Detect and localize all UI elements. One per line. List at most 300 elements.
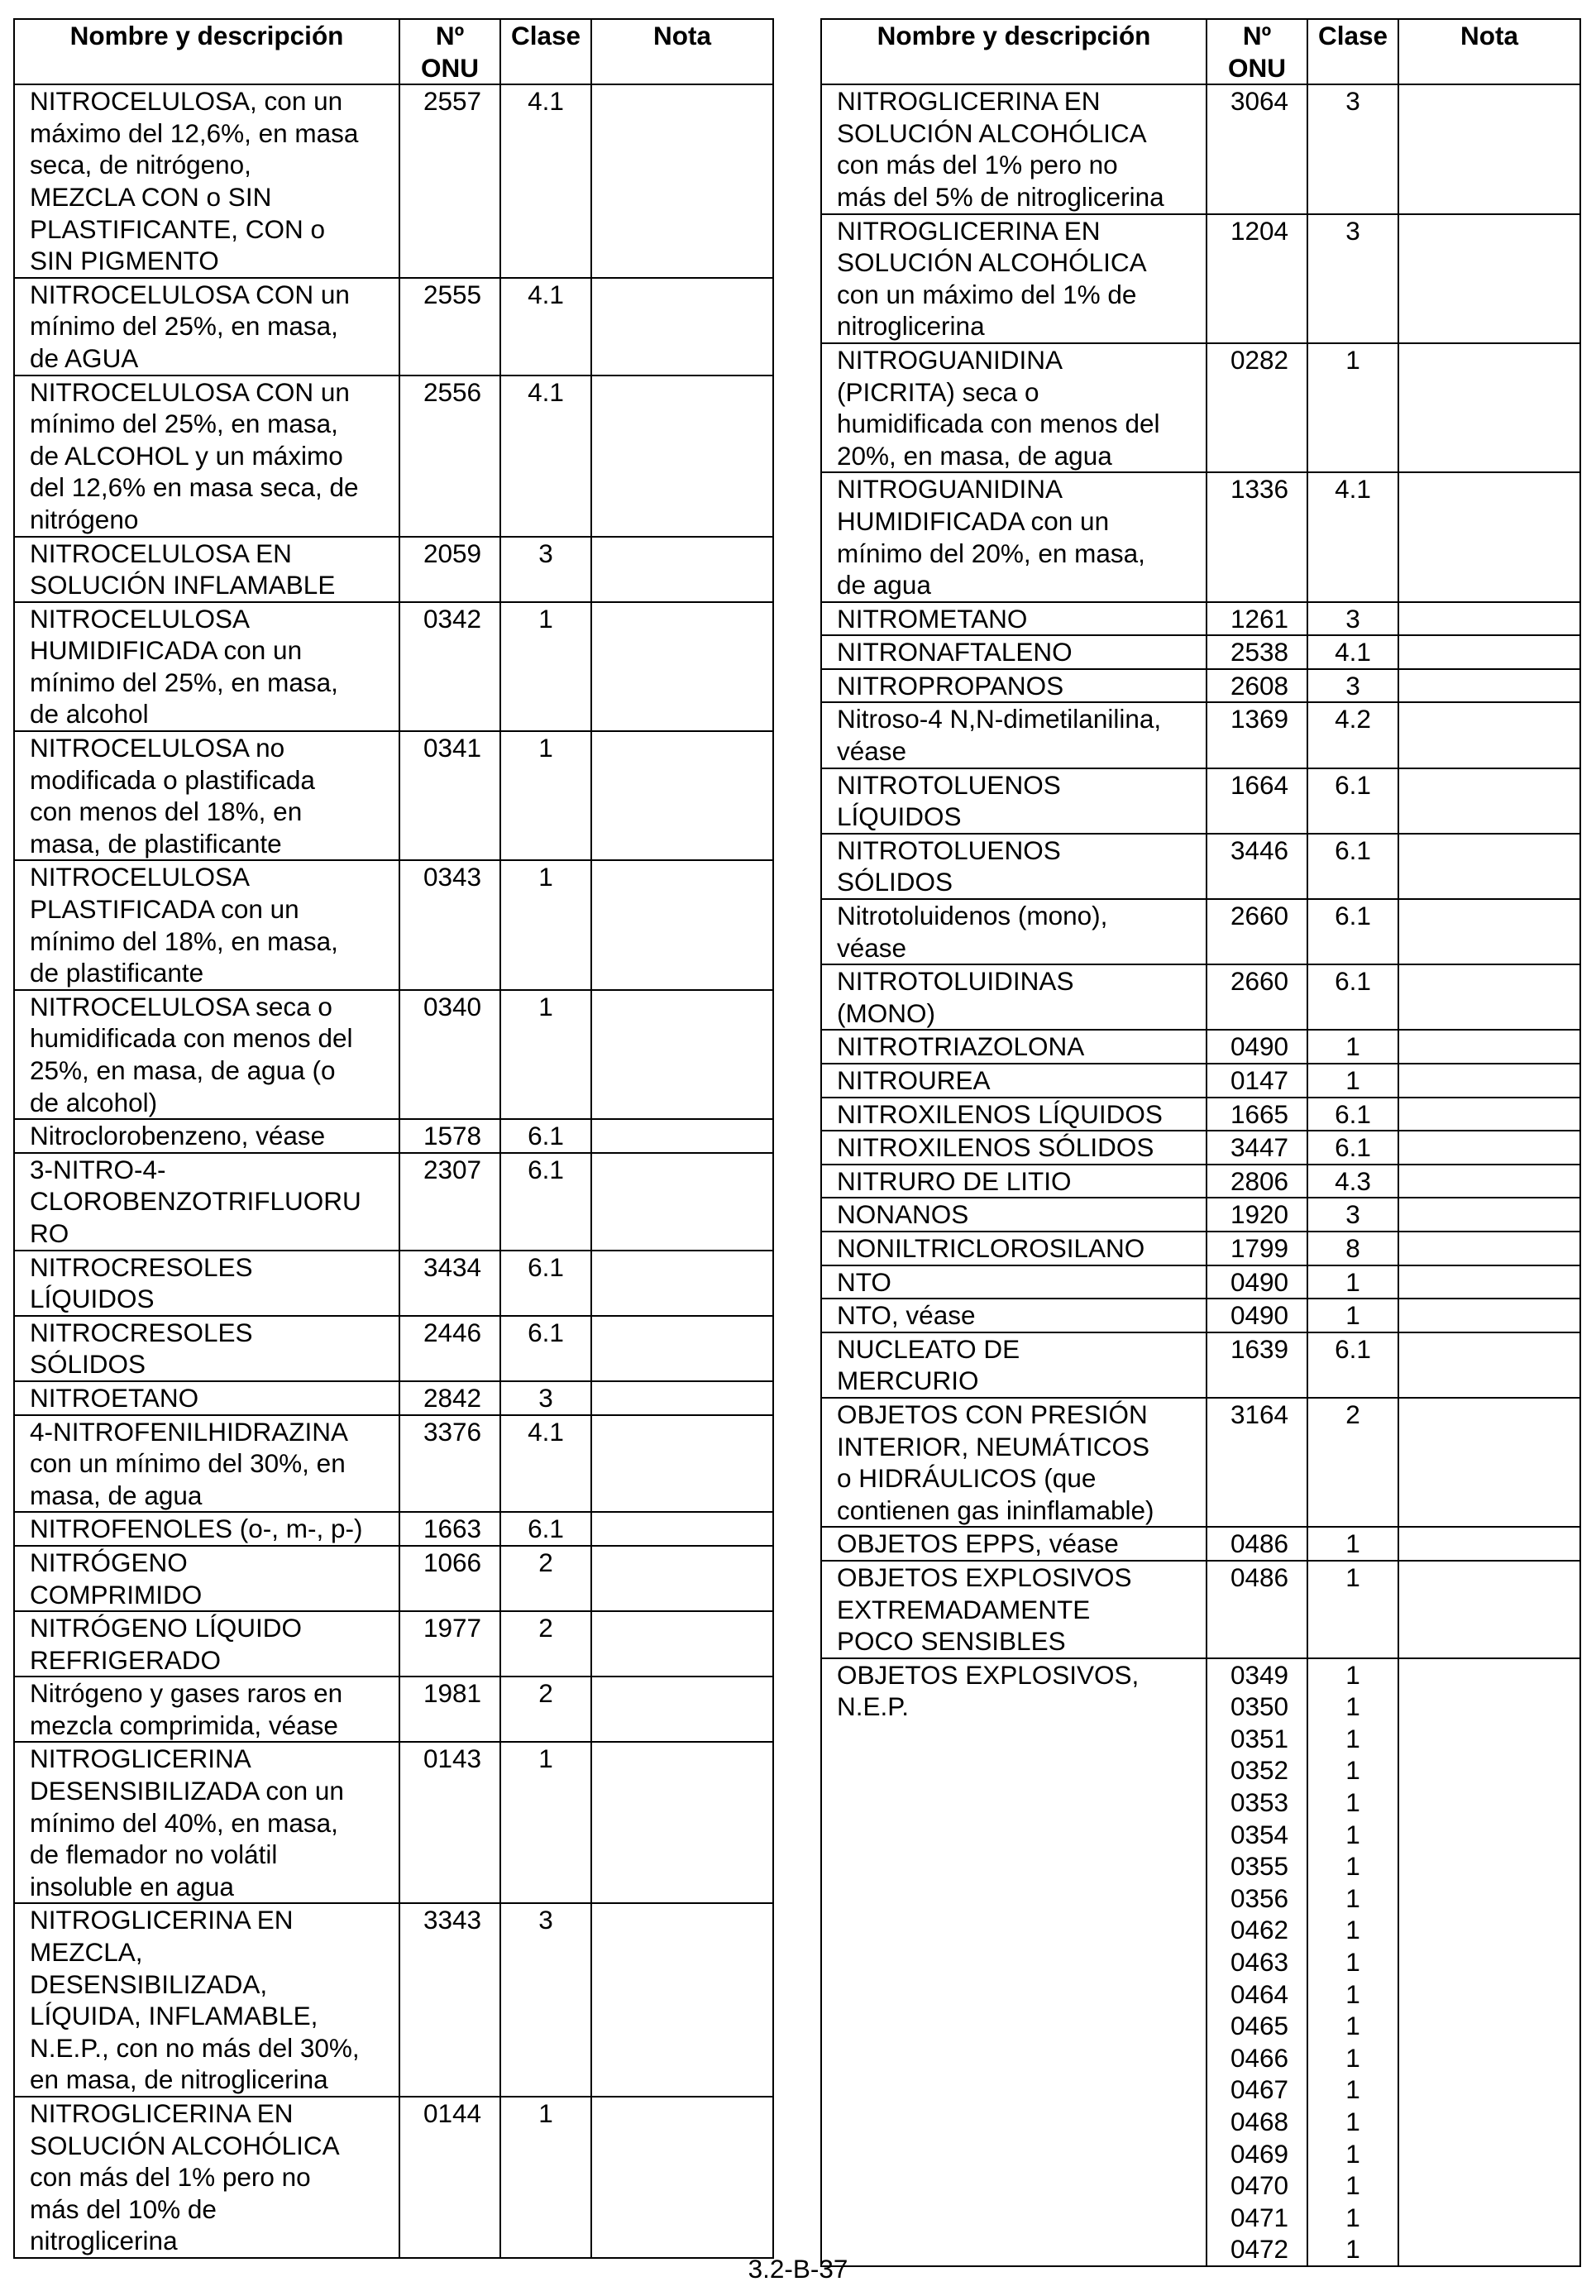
name-cell — [821, 214, 1207, 343]
name-line: LÍQUIDA, INFLAMABLE, — [30, 2001, 318, 2031]
note-cell — [1398, 1265, 1580, 1299]
note-cell — [591, 1119, 773, 1153]
class-line: 3 — [1345, 670, 1360, 701]
name-line: PLASTIFICADA con un — [30, 894, 299, 925]
table-row — [14, 1742, 773, 1903]
un-number-line: 0354 — [1230, 1819, 1289, 1849]
un-number-cell — [399, 860, 500, 989]
un-number-line: 2660 — [1230, 966, 1289, 997]
note-cell — [591, 375, 773, 537]
un-number-line: 1639 — [1230, 1333, 1289, 1364]
un-number-cell — [1207, 834, 1307, 899]
name-line: LÍQUIDOS — [30, 1284, 155, 1314]
class-line: 2 — [1345, 1399, 1360, 1429]
un-number-line: 1665 — [1230, 1098, 1289, 1129]
class-line: 3 — [538, 1382, 553, 1413]
class-line: 1 — [1345, 2107, 1360, 2136]
name-cell — [821, 899, 1207, 964]
class-line: 2 — [538, 1678, 553, 1709]
name-line: SIN PIGMENTO — [30, 246, 219, 276]
dangerous-goods-table-left — [13, 18, 774, 2259]
name-line: SOLUCIÓN ALCOHÓLICA — [837, 117, 1147, 148]
table-row — [821, 1030, 1580, 1064]
class-cell — [1307, 1131, 1398, 1165]
table-row — [821, 1064, 1580, 1098]
class-cell — [1307, 1165, 1398, 1198]
un-number-cell — [399, 1611, 500, 1677]
note-cell — [1398, 702, 1580, 768]
table-row — [14, 1546, 773, 1611]
table-row — [821, 1131, 1580, 1165]
un-number-line: 2446 — [423, 1317, 482, 1347]
name-line: OBJETOS CON PRESIÓN — [837, 1399, 1148, 1429]
name-line: de plastificante — [30, 958, 204, 988]
note-cell — [1398, 899, 1580, 964]
name-cell — [821, 1232, 1207, 1265]
name-line: 25%, en masa, de agua (o — [30, 1055, 336, 1085]
note-cell — [1398, 1299, 1580, 1332]
name-line: modificada o plastificada — [30, 764, 315, 795]
name-line: mínimo del 20%, en masa, — [837, 538, 1145, 568]
name-line: seca, de nitrógeno, — [30, 150, 251, 180]
un-number-cell — [1207, 669, 1307, 703]
class-line: 4.1 — [528, 279, 564, 309]
class-line: 3 — [1345, 86, 1360, 117]
un-number-line: 0467 — [1230, 2074, 1289, 2105]
un-number-cell — [1207, 1030, 1307, 1064]
name-line: (PICRITA) seca o — [837, 376, 1039, 407]
note-cell — [591, 2097, 773, 2258]
name-line: con un máximo del 1% de — [837, 279, 1137, 309]
class-line: 1 — [1345, 2011, 1360, 2041]
name-cell — [14, 1153, 399, 1251]
note-cell — [1398, 1527, 1580, 1561]
note-cell — [591, 1903, 773, 2097]
un-number-line: 1920 — [1230, 1199, 1289, 1230]
name-cell — [821, 1064, 1207, 1098]
un-number-cell — [1207, 768, 1307, 834]
name-line: con un mínimo del 30%, en — [30, 1448, 346, 1479]
name-line: humidificada con menos del — [837, 409, 1160, 439]
note-cell — [591, 990, 773, 1119]
name-line: mínimo del 18%, en masa, — [30, 926, 338, 956]
name-line: NITROXILENOS LÍQUIDOS — [837, 1098, 1163, 1129]
un-number-cell — [1207, 1658, 1307, 2266]
table-row — [821, 964, 1580, 1030]
un-number-line: 2806 — [1230, 1165, 1289, 1196]
un-number-line: 3064 — [1230, 86, 1289, 117]
table-row — [14, 84, 773, 278]
class-line: 1 — [1345, 2202, 1360, 2232]
class-cell — [500, 1119, 591, 1153]
un-number-cell — [1207, 1299, 1307, 1332]
un-number-line: 3446 — [1230, 835, 1289, 865]
class-line: 6.1 — [528, 1154, 564, 1184]
un-number-line: 2660 — [1230, 901, 1289, 931]
note-cell — [1398, 1232, 1580, 1265]
class-cell — [1307, 1527, 1398, 1561]
class-line: 1 — [1345, 1031, 1360, 1062]
class-cell — [1307, 899, 1398, 964]
name-cell — [14, 1381, 399, 1415]
name-line: 4-NITROFENILHIDRAZINA — [30, 1416, 349, 1447]
name-line: SÓLIDOS — [30, 1349, 146, 1380]
name-line: NITROFENOLES (o-, m-, p-) — [30, 1514, 363, 1544]
name-cell — [14, 1512, 399, 1546]
un-number-line: 1664 — [1230, 769, 1289, 800]
name-line: humidificada con menos del — [30, 1023, 353, 1054]
name-line: de ALCOHOL y un máximo — [30, 440, 343, 471]
name-cell — [821, 343, 1207, 472]
note-cell — [1398, 1658, 1580, 2266]
name-line: NITROCELULOSA — [30, 862, 251, 892]
name-line: mínimo del 25%, en masa, — [30, 409, 338, 439]
un-number-cell — [399, 1153, 500, 1251]
un-number-line: 0486 — [1230, 1528, 1289, 1559]
un-number-line: 0147 — [1230, 1065, 1289, 1095]
class-cell — [1307, 1299, 1398, 1332]
un-number-line: 1336 — [1230, 474, 1289, 505]
class-line: 6.1 — [1335, 835, 1371, 865]
header-note: Nota — [1398, 19, 1580, 84]
un-number-cell — [1207, 1398, 1307, 1527]
un-number-cell — [399, 2097, 500, 2258]
name-line: NITROMETANO — [837, 603, 1028, 634]
class-line: 1 — [538, 862, 553, 892]
un-number-line: 3164 — [1230, 1399, 1289, 1429]
name-line: NITROETANO — [30, 1382, 199, 1413]
name-cell — [821, 964, 1207, 1030]
name-cell — [821, 1030, 1207, 1064]
name-cell — [821, 1332, 1207, 1398]
name-cell — [14, 1677, 399, 1742]
note-cell — [591, 537, 773, 602]
name-cell — [821, 669, 1207, 703]
class-line: 2 — [538, 1613, 553, 1643]
table-row — [821, 1658, 1580, 2266]
un-number-line: 1369 — [1230, 704, 1289, 734]
un-number-cell — [399, 1546, 500, 1611]
class-line: 1 — [1345, 1787, 1360, 1818]
table-row — [14, 990, 773, 1119]
class-cell — [1307, 635, 1398, 669]
un-number-line: 0144 — [423, 2098, 482, 2128]
name-cell — [14, 375, 399, 537]
name-line: nitroglicerina — [30, 2226, 178, 2256]
name-cell — [14, 1251, 399, 1316]
name-line: NITROGLICERINA — [30, 1744, 251, 1774]
un-number-line: 0349 — [1230, 1659, 1289, 1690]
un-number-line: 2059 — [423, 538, 482, 568]
class-line: 1 — [1345, 1266, 1360, 1297]
name-line: OBJETOS EPPS, véase — [837, 1528, 1119, 1559]
name-line: NITROXILENOS SÓLIDOS — [837, 1132, 1154, 1163]
name-cell — [821, 1658, 1207, 2266]
dangerous-goods-table-right — [820, 18, 1581, 2267]
class-line: 1 — [538, 1744, 553, 1774]
class-line: 3 — [1345, 603, 1360, 634]
un-number-cell — [1207, 1561, 1307, 1658]
un-number-cell — [1207, 214, 1307, 343]
class-cell — [500, 1742, 591, 1903]
table-row — [821, 214, 1580, 343]
class-cell — [1307, 1098, 1398, 1131]
name-cell — [14, 1903, 399, 2097]
name-line: SOLUCIÓN INFLAMABLE — [30, 570, 336, 600]
name-cell — [821, 472, 1207, 601]
class-line: 6.1 — [1335, 966, 1371, 997]
un-number-cell — [399, 537, 500, 602]
un-number-cell — [399, 990, 500, 1119]
name-line: (MONO) — [837, 997, 935, 1028]
table-row — [14, 1251, 773, 1316]
table-row — [821, 472, 1580, 601]
un-number-line: 0471 — [1230, 2202, 1289, 2232]
name-line: NITROCELULOSA EN — [30, 538, 292, 568]
class-line: 3 — [538, 538, 553, 568]
name-cell — [821, 1299, 1207, 1332]
table-row — [14, 537, 773, 602]
class-cell — [1307, 669, 1398, 703]
name-line: véase — [837, 736, 907, 767]
name-line: del 12,6% en masa seca, de — [30, 472, 359, 503]
un-number-line: 2307 — [423, 1154, 482, 1184]
table-row — [821, 1527, 1580, 1561]
un-number-cell — [1207, 472, 1307, 601]
name-line: mínimo del 40%, en masa, — [30, 1807, 338, 1838]
class-line: 1 — [1345, 1915, 1360, 1945]
un-number-line: 3376 — [423, 1416, 482, 1447]
un-number-line: 0340 — [423, 991, 482, 1021]
un-number-cell — [1207, 1265, 1307, 1299]
class-cell — [500, 1677, 591, 1742]
name-cell — [14, 1546, 399, 1611]
name-line: NITRÓGENO — [30, 1547, 188, 1577]
class-line: 8 — [1345, 1232, 1360, 1263]
un-number-line: 2608 — [1230, 670, 1289, 701]
class-cell — [1307, 768, 1398, 834]
table-row — [14, 1316, 773, 1381]
note-cell — [1398, 84, 1580, 213]
table-row — [821, 343, 1580, 472]
name-cell — [821, 635, 1207, 669]
name-line: véase — [837, 932, 907, 963]
class-line: 4.1 — [528, 376, 564, 407]
note-cell — [1398, 1030, 1580, 1064]
un-number-line: 0143 — [423, 1744, 482, 1774]
class-cell — [1307, 1064, 1398, 1098]
name-line: Nitrotoluidenos (mono), — [837, 901, 1108, 931]
name-cell — [14, 602, 399, 731]
page-number: 3.2-B-37 — [748, 2254, 848, 2284]
un-number-line: 0342 — [423, 603, 482, 634]
table-row — [821, 1098, 1580, 1131]
name-cell — [14, 278, 399, 375]
un-number-line: 0465 — [1230, 2011, 1289, 2041]
name-cell — [14, 1611, 399, 1677]
class-cell — [1307, 1332, 1398, 1398]
name-line: contienen gas ininflamable) — [837, 1495, 1154, 1525]
un-number-line: 0470 — [1230, 2170, 1289, 2201]
name-cell — [14, 990, 399, 1119]
class-line: 1 — [1345, 1723, 1360, 1753]
un-number-cell — [1207, 635, 1307, 669]
table-row — [14, 278, 773, 375]
name-cell — [821, 602, 1207, 636]
un-number-cell — [1207, 1232, 1307, 1265]
un-number-line: 3434 — [423, 1251, 482, 1282]
header-class: Clase — [1307, 19, 1398, 84]
class-cell — [1307, 702, 1398, 768]
table-row — [821, 1198, 1580, 1232]
class-cell — [1307, 84, 1398, 213]
class-line: 1 — [1345, 1300, 1360, 1331]
un-number-cell — [399, 731, 500, 860]
un-number-line: 0469 — [1230, 2138, 1289, 2169]
table-body-right — [821, 84, 1580, 2266]
note-cell — [591, 1251, 773, 1316]
note-cell — [1398, 1064, 1580, 1098]
un-number-cell — [1207, 84, 1307, 213]
class-line: 1 — [538, 603, 553, 634]
class-cell — [500, 1381, 591, 1415]
class-cell — [500, 990, 591, 1119]
note-cell — [591, 1153, 773, 1251]
un-number-line: 0343 — [423, 862, 482, 892]
name-line: más del 5% de nitroglicerina — [837, 181, 1164, 212]
class-cell — [500, 1546, 591, 1611]
table-row — [14, 375, 773, 537]
note-cell — [1398, 343, 1580, 472]
class-line: 3 — [538, 1905, 553, 1935]
class-line: 1 — [1345, 2138, 1360, 2169]
table-row — [821, 1165, 1580, 1198]
note-cell — [591, 1381, 773, 1415]
table-row — [821, 635, 1580, 669]
un-number-line: 1261 — [1230, 603, 1289, 634]
header-class: Clase — [500, 19, 591, 84]
un-number-cell — [1207, 899, 1307, 964]
table-row — [821, 834, 1580, 899]
table-row — [821, 1398, 1580, 1527]
class-line: 6.1 — [528, 1514, 564, 1544]
class-line: 4.1 — [528, 1416, 564, 1447]
name-cell — [14, 1119, 399, 1153]
table-row — [14, 1381, 773, 1415]
note-cell — [591, 602, 773, 731]
name-line: NITROCELULOSA CON un — [30, 279, 350, 309]
name-line: NITRÓGENO LÍQUIDO — [30, 1613, 303, 1643]
table-row — [14, 731, 773, 860]
name-line: de alcohol — [30, 699, 149, 729]
un-number-line: 0341 — [423, 733, 482, 763]
name-cell — [821, 1165, 1207, 1198]
name-cell — [821, 84, 1207, 213]
un-number-line: 0356 — [1230, 1882, 1289, 1913]
un-number-cell — [399, 1903, 500, 2097]
note-cell — [1398, 1165, 1580, 1198]
un-number-cell — [1207, 1064, 1307, 1098]
name-line: de flemador no volátil — [30, 1839, 278, 1870]
name-line: o HIDRÁULICOS (que — [837, 1463, 1097, 1494]
name-line: NITROCELULOSA, con un — [30, 86, 343, 117]
table-row — [821, 669, 1580, 703]
un-number-cell — [399, 1251, 500, 1316]
name-line: más del 10% de — [30, 2193, 217, 2224]
un-number-line: 1977 — [423, 1613, 482, 1643]
name-cell — [821, 1131, 1207, 1165]
class-cell — [500, 1251, 591, 1316]
note-cell — [591, 1611, 773, 1677]
note-cell — [591, 1512, 773, 1546]
name-line: 3-NITRO-4- — [30, 1154, 166, 1184]
name-cell — [821, 1561, 1207, 1658]
class-cell — [500, 84, 591, 278]
header-name: Nombre y descripción — [14, 19, 399, 84]
class-line: 4.2 — [1335, 704, 1371, 734]
un-number-cell — [399, 84, 500, 278]
class-cell — [500, 1415, 591, 1513]
note-cell — [591, 1546, 773, 1611]
un-number-cell — [399, 375, 500, 537]
class-line: 3 — [1345, 215, 1360, 246]
note-cell — [1398, 635, 1580, 669]
class-line: 1 — [1345, 1882, 1360, 1913]
class-line: 1 — [1345, 1755, 1360, 1786]
name-line: DESENSIBILIZADA, — [30, 1968, 268, 1999]
name-line: NITROPROPANOS — [837, 670, 1064, 701]
un-number-line: 1981 — [423, 1678, 482, 1709]
name-line: NUCLEATO DE — [837, 1333, 1020, 1364]
name-line: mínimo del 25%, en masa, — [30, 311, 338, 342]
name-line: DESENSIBILIZADA con un — [30, 1776, 344, 1806]
class-cell — [1307, 1658, 1398, 2266]
table-row — [821, 84, 1580, 213]
header-name: Nombre y descripción — [821, 19, 1207, 84]
name-line: NITROCELULOSA — [30, 603, 251, 634]
un-number-line: 2555 — [423, 279, 482, 309]
un-number-line: 2556 — [423, 376, 482, 407]
class-cell — [1307, 602, 1398, 636]
note-cell — [591, 84, 773, 278]
un-number-cell — [399, 1512, 500, 1546]
class-line: 1 — [1345, 1659, 1360, 1690]
name-line: de alcohol) — [30, 1087, 158, 1117]
name-line: NITROCRESOLES — [30, 1251, 253, 1282]
name-line: SOLUCIÓN ALCOHÓLICA — [30, 2130, 340, 2160]
class-cell — [500, 537, 591, 602]
class-cell — [1307, 1561, 1398, 1658]
class-cell — [500, 1903, 591, 2097]
note-cell — [591, 1742, 773, 1903]
name-line: NITROTOLUENOS — [837, 769, 1061, 800]
name-cell — [821, 768, 1207, 834]
name-line: NTO — [837, 1266, 891, 1297]
name-cell — [14, 731, 399, 860]
class-line: 6.1 — [1335, 1333, 1371, 1364]
class-cell — [500, 1611, 591, 1677]
note-cell — [591, 731, 773, 860]
un-number-line: 2538 — [1230, 637, 1289, 667]
table-row — [821, 1265, 1580, 1299]
class-line: 1 — [1345, 1562, 1360, 1592]
class-line: 1 — [1345, 1065, 1360, 1095]
name-line: nitrógeno — [30, 504, 139, 534]
un-number-cell — [1207, 1527, 1307, 1561]
table-row — [14, 1512, 773, 1546]
note-cell — [1398, 768, 1580, 834]
un-number-line: 1578 — [423, 1121, 482, 1151]
